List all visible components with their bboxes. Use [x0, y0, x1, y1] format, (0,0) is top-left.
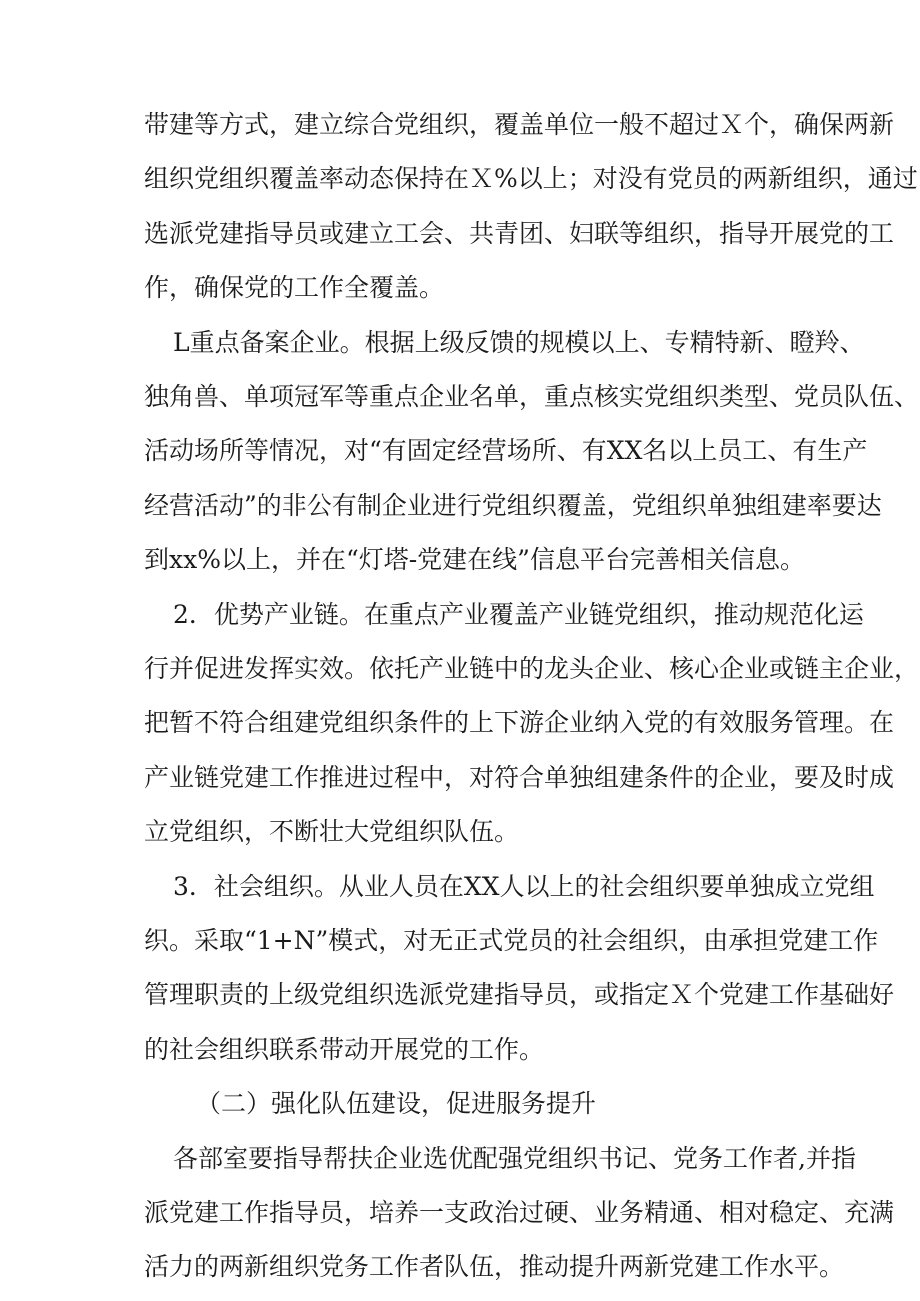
text-line: 立党组织，不断壮大党组织队伍。 [144, 817, 520, 847]
text-line: 产业链党建工作推进过程中，对符合单独组建条件的企业，要及时成 [144, 762, 895, 792]
text-line: 活力的两新组织党务工作者队伍，推动提升两新党建工作水平。 [144, 1252, 845, 1282]
text-line: 的社会组织联系带动开展党的工作。 [144, 1034, 545, 1064]
text-line: 活动场所等情况，对“有固定经营场所、有XX名以上员工、有生产 [144, 436, 868, 466]
text-line: 各部室要指导帮扶企业选优配强党组织书记、党务工作者,并指 [173, 1143, 856, 1173]
text-line: 3．社会组织。从业人员在XX人以上的社会组织要单独成立党组 [173, 871, 875, 901]
text-line: 经营活动”的非公有制企业进行党组织覆盖，党组织单独组建率要达 [144, 490, 882, 520]
text-line: 作，确保党的工作全覆盖。 [144, 273, 445, 303]
text-line: 2．优势产业链。在重点产业覆盖产业链党组织，推动规范化运 [173, 599, 864, 629]
text-line: 织。采取“1+N”模式，对无正式党员的社会组织，由承担党建工作 [144, 926, 879, 955]
text-line: 选派党建指导员或建立工会、共青团、妇联等组织，指导开展党的工 [144, 218, 895, 248]
text-line: 派党建工作指导员，培养一支政治过硬、业务精通、相对稳定、充满 [144, 1198, 895, 1227]
text-line: 把暂不符合组建党组织条件的上下游企业纳入党的有效服务管理。在 [144, 708, 895, 738]
text-line: 带建等方式，建立综合党组织，覆盖单位一般不超过Ｘ个，确保两新 [144, 110, 895, 139]
text-line: 管理职责的上级党组织选派党建指导员，或指定Ｘ个党建工作基础好 [144, 980, 895, 1010]
text-line: 到xx%以上，并在“灯塔-党建在线”信息平台完善相关信息。 [144, 545, 805, 575]
text-line: 行并促进发挥实效。依托产业链中的龙头企业、核心企业或链主企业， [144, 654, 920, 683]
section-heading: （二）强化队伍建设，促进服务提升 [196, 1089, 597, 1119]
text-line: 独角兽、单项冠军等重点企业名单，重点核实党组织类型、党员队伍、 [144, 382, 920, 411]
text-line: L重点备案企业。根据上级反馈的规模以上、专精特新、瞪羚、 [173, 327, 865, 357]
text-line: 组织党组织覆盖率动态保持在Ｘ%以上；对没有党员的两新组织，通过 [144, 164, 918, 194]
